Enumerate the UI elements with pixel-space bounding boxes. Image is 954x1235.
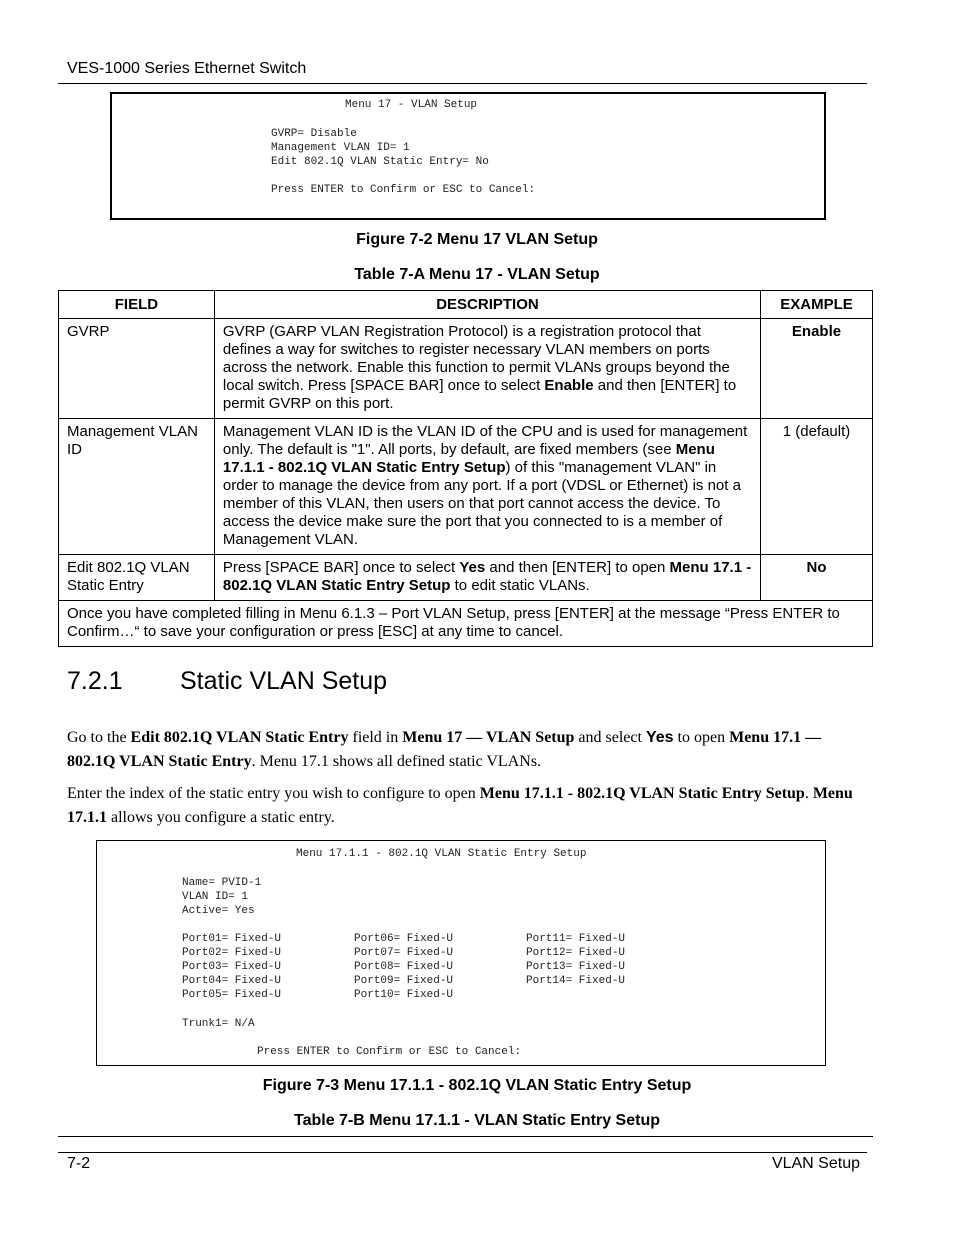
header-field: FIELD xyxy=(59,291,215,319)
header-example: EXAMPLE xyxy=(761,291,873,319)
port-entry: Port12= Fixed-U xyxy=(526,947,626,959)
table-footer-note: Once you have completed filling in Menu 6.1.3 – Port VLAN Setup, press [ENTER] at the message “Press ENTER to Confirm…“ to save your configuration or press [ESC] at any time to cancel. xyxy=(59,601,873,647)
menu-title: Menu 17 - VLAN Setup xyxy=(345,99,478,111)
table-footer-row xyxy=(59,601,873,647)
management-vlan-line: Management VLAN ID= 1 xyxy=(271,142,410,154)
port-entry: Port04= Fixed-U xyxy=(182,975,282,987)
example-cell: 1 (default) xyxy=(761,419,873,555)
page-number: 7-2 xyxy=(67,1155,91,1172)
header-divider xyxy=(58,83,867,84)
menu-17-screen xyxy=(110,92,826,220)
field-cell: Edit 802.1Q VLAN Static Entry xyxy=(59,555,215,601)
example-cell: Enable xyxy=(761,319,873,419)
table-7-a-caption: Table 7-A Menu 17 - VLAN Setup xyxy=(354,266,600,283)
table-7-a xyxy=(58,290,873,647)
figure-7-3-caption: Figure 7-3 Menu 17.1.1 - 802.1Q VLAN Static Entry Setup xyxy=(262,1077,692,1094)
confirm-prompt: Press ENTER to Confirm or ESC to Cancel: xyxy=(271,184,536,196)
edit-static-entry-line: Edit 802.1Q VLAN Static Entry= No xyxy=(271,156,489,168)
header-description: DESCRIPTION xyxy=(214,291,760,319)
chapter-name: VLAN Setup xyxy=(771,1155,860,1172)
port-entry: Port13= Fixed-U xyxy=(526,961,626,973)
port-entry: Port02= Fixed-U xyxy=(182,947,282,959)
port-entry: Port08= Fixed-U xyxy=(354,961,454,973)
description-cell: Management VLAN ID is the VLAN ID of the CPU and is used for management only. The default is "1". All ports, by default, are fixed members (see Menu 17.1.1 - 802.1Q VLAN Static Entry Setup) of this "management VLAN" in order to manage the device from any port. If a port (VDSL or Ethernet) is not a member of this VLAN, then users on that port cannot access the device. To access the device make sure the port that you connected to is a member of Management VLAN. xyxy=(214,419,760,555)
description-cell: GVRP (GARP VLAN Registration Protocol) is a registration protocol that defines a way for switches to register necessary VLAN members on ports across the network. Enable this function to permit VLANs groups beyond the local switch. Press [SPACE BAR] once to select Enable and then [ENTER] to permit GVRP on this port. xyxy=(214,319,760,419)
port-entry: Port10= Fixed-U xyxy=(354,989,454,1001)
section-heading xyxy=(67,667,387,696)
port-entry: Port11= Fixed-U xyxy=(526,933,626,945)
port-entry: Port07= Fixed-U xyxy=(354,947,454,959)
description-cell: Press [SPACE BAR] once to select Yes and then [ENTER] to open Menu 17.1 - 802.1Q VLAN Static Entry Setup to edit static VLANs. xyxy=(214,555,760,601)
port-entry: Port14= Fixed-U xyxy=(526,975,626,987)
vlan-id-line: VLAN ID= 1 xyxy=(182,891,249,903)
index-paragraph: Enter the index of the static entry you wish to configure to open Menu 17.1.1 - 802.1Q VLAN Static Entry Setup. Menu 17.1.1 allows you configure a static entry. xyxy=(67,785,853,826)
section-title: Static VLAN Setup xyxy=(180,667,388,695)
name-line: Name= PVID-1 xyxy=(182,877,262,889)
port-entry: Port06= Fixed-U xyxy=(354,933,454,945)
table-row xyxy=(59,555,873,601)
table-7-b-caption: Table 7-B Menu 17.1.1 - VLAN Static Entry Setup xyxy=(294,1112,660,1129)
port-entry: Port01= Fixed-U xyxy=(182,933,282,945)
menu-title: Menu 17.1.1 - 802.1Q VLAN Static Entry Setup xyxy=(296,848,587,860)
port-entry: Port05= Fixed-U xyxy=(182,989,282,1001)
figure-7-2-caption: Figure 7-2 Menu 17 VLAN Setup xyxy=(356,231,598,248)
table-header-row xyxy=(59,291,873,319)
intro-paragraph: Go to the Edit 802.1Q VLAN Static Entry field in Menu 17 — VLAN Setup and select Yes to open Menu 17.1 — 802.1Q VLAN Static Entry. Menu 17.1 shows all defined static VLANs. xyxy=(67,729,822,770)
trunk-line: Trunk1= N/A xyxy=(182,1018,255,1030)
confirm-prompt: Press ENTER to Confirm or ESC to Cancel: xyxy=(257,1046,522,1058)
table-row xyxy=(59,319,873,419)
footer-divider xyxy=(58,1152,867,1153)
section-number: 7.2.1 xyxy=(67,667,123,695)
table-top-rule xyxy=(58,1136,873,1137)
port-entry: Port09= Fixed-U xyxy=(354,975,454,987)
port-entry: Port03= Fixed-U xyxy=(182,961,282,973)
table-row xyxy=(59,419,873,555)
active-line: Active= Yes xyxy=(182,905,255,917)
field-cell: GVRP xyxy=(59,319,215,419)
field-cell: Management VLAN ID xyxy=(59,419,215,555)
example-cell: No xyxy=(761,555,873,601)
gvrp-line: GVRP= Disable xyxy=(271,128,357,140)
menu-17-1-1-screen xyxy=(96,840,826,1066)
running-header-title: VES-1000 Series Ethernet Switch xyxy=(67,60,307,77)
